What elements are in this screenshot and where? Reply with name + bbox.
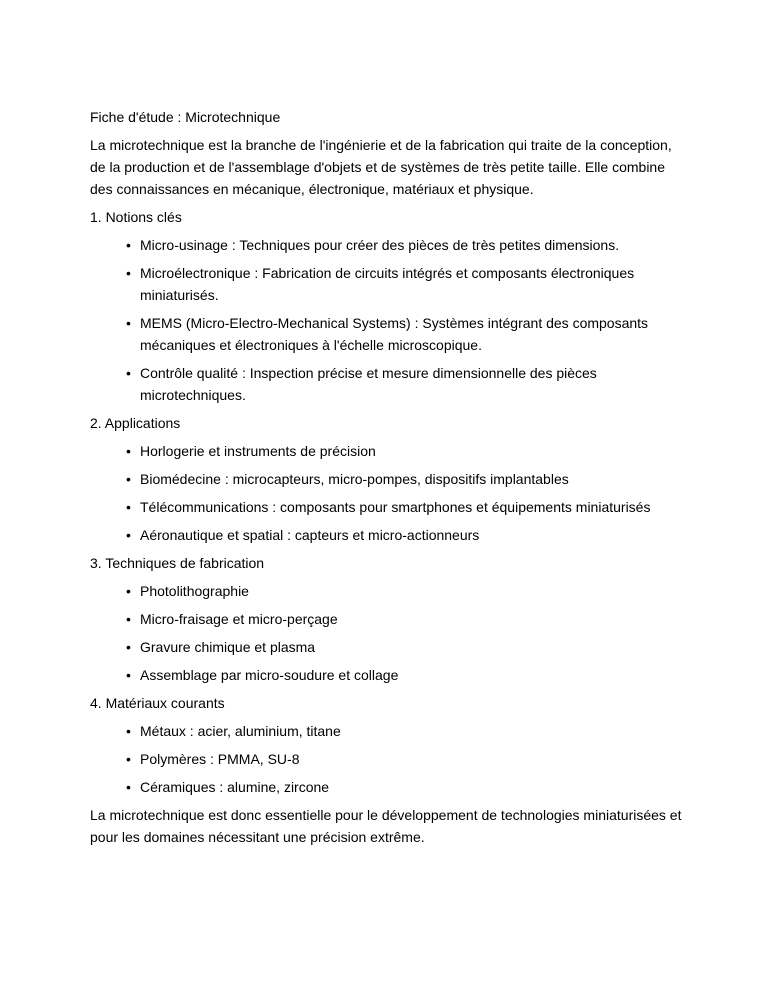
section-heading-techniques-fabrication: 3. Techniques de fabrication (90, 555, 265, 571)
intro-paragraph: La microtechnique est la branche de l'ingénierie et de la fabrication qui traite de la conception, de la production et de l'assemblage d'objets et de systèmes de très petite taille. Elle combine des connaissances en mécanique, électronique, matériaux et physique. (90, 137, 672, 197)
list-item: • Assemblage par micro-soudure et collage (90, 664, 688, 686)
list-item: • Gravure chimique et plasma (90, 636, 688, 658)
list-item: • MEMS (Micro-Electro-Mechanical Systems) : Systèmes intégrant des composants mécaniques et électroniques à l'échelle microscopique. (90, 312, 688, 356)
section-heading-materiaux-courants: 4. Matériaux courants (90, 695, 225, 711)
list-item: • Contrôle qualité : Inspection précise et mesure dimensionnelle des pièces microtechniques. (90, 362, 688, 406)
list-item: • Photolithographie (90, 580, 688, 602)
list-item: • Céramiques : alumine, zircone (90, 776, 688, 798)
list-item: • Microélectronique : Fabrication de circuits intégrés et composants électroniques miniaturisés. (90, 262, 688, 306)
list-item: • Micro-usinage : Techniques pour créer des pièces de très petites dimensions. (90, 234, 688, 256)
section-heading-applications: 2. Applications (90, 415, 181, 431)
section-heading-notions-cles: 1. Notions clés (90, 209, 182, 225)
conclusion-paragraph: La microtechnique est donc essentielle pour le développement de technologies miniaturisées et pour les domaines nécessitant une précision extrême. (90, 807, 682, 845)
document-title: Fiche d'étude : Microtechnique (90, 109, 281, 125)
list-item: • Micro-fraisage et micro-perçage (90, 608, 688, 630)
list-item: • Polymères : PMMA, SU-8 (90, 748, 688, 770)
bullet-list-notions-cles (90, 234, 688, 406)
list-item: • Métaux : acier, aluminium, titane (90, 720, 688, 742)
bullet-list-applications (90, 440, 688, 546)
bullet-list-techniques-fabrication (90, 580, 688, 686)
list-item: • Horlogerie et instruments de précision (90, 440, 688, 462)
list-item: • Télécommunications : composants pour smartphones et équipements miniaturisés (90, 496, 688, 518)
list-item: • Aéronautique et spatial : capteurs et micro-actionneurs (90, 524, 688, 546)
bullet-list-materiaux-courants (90, 720, 688, 798)
list-item: • Biomédecine : microcapteurs, micro-pompes, dispositifs implantables (90, 468, 688, 490)
